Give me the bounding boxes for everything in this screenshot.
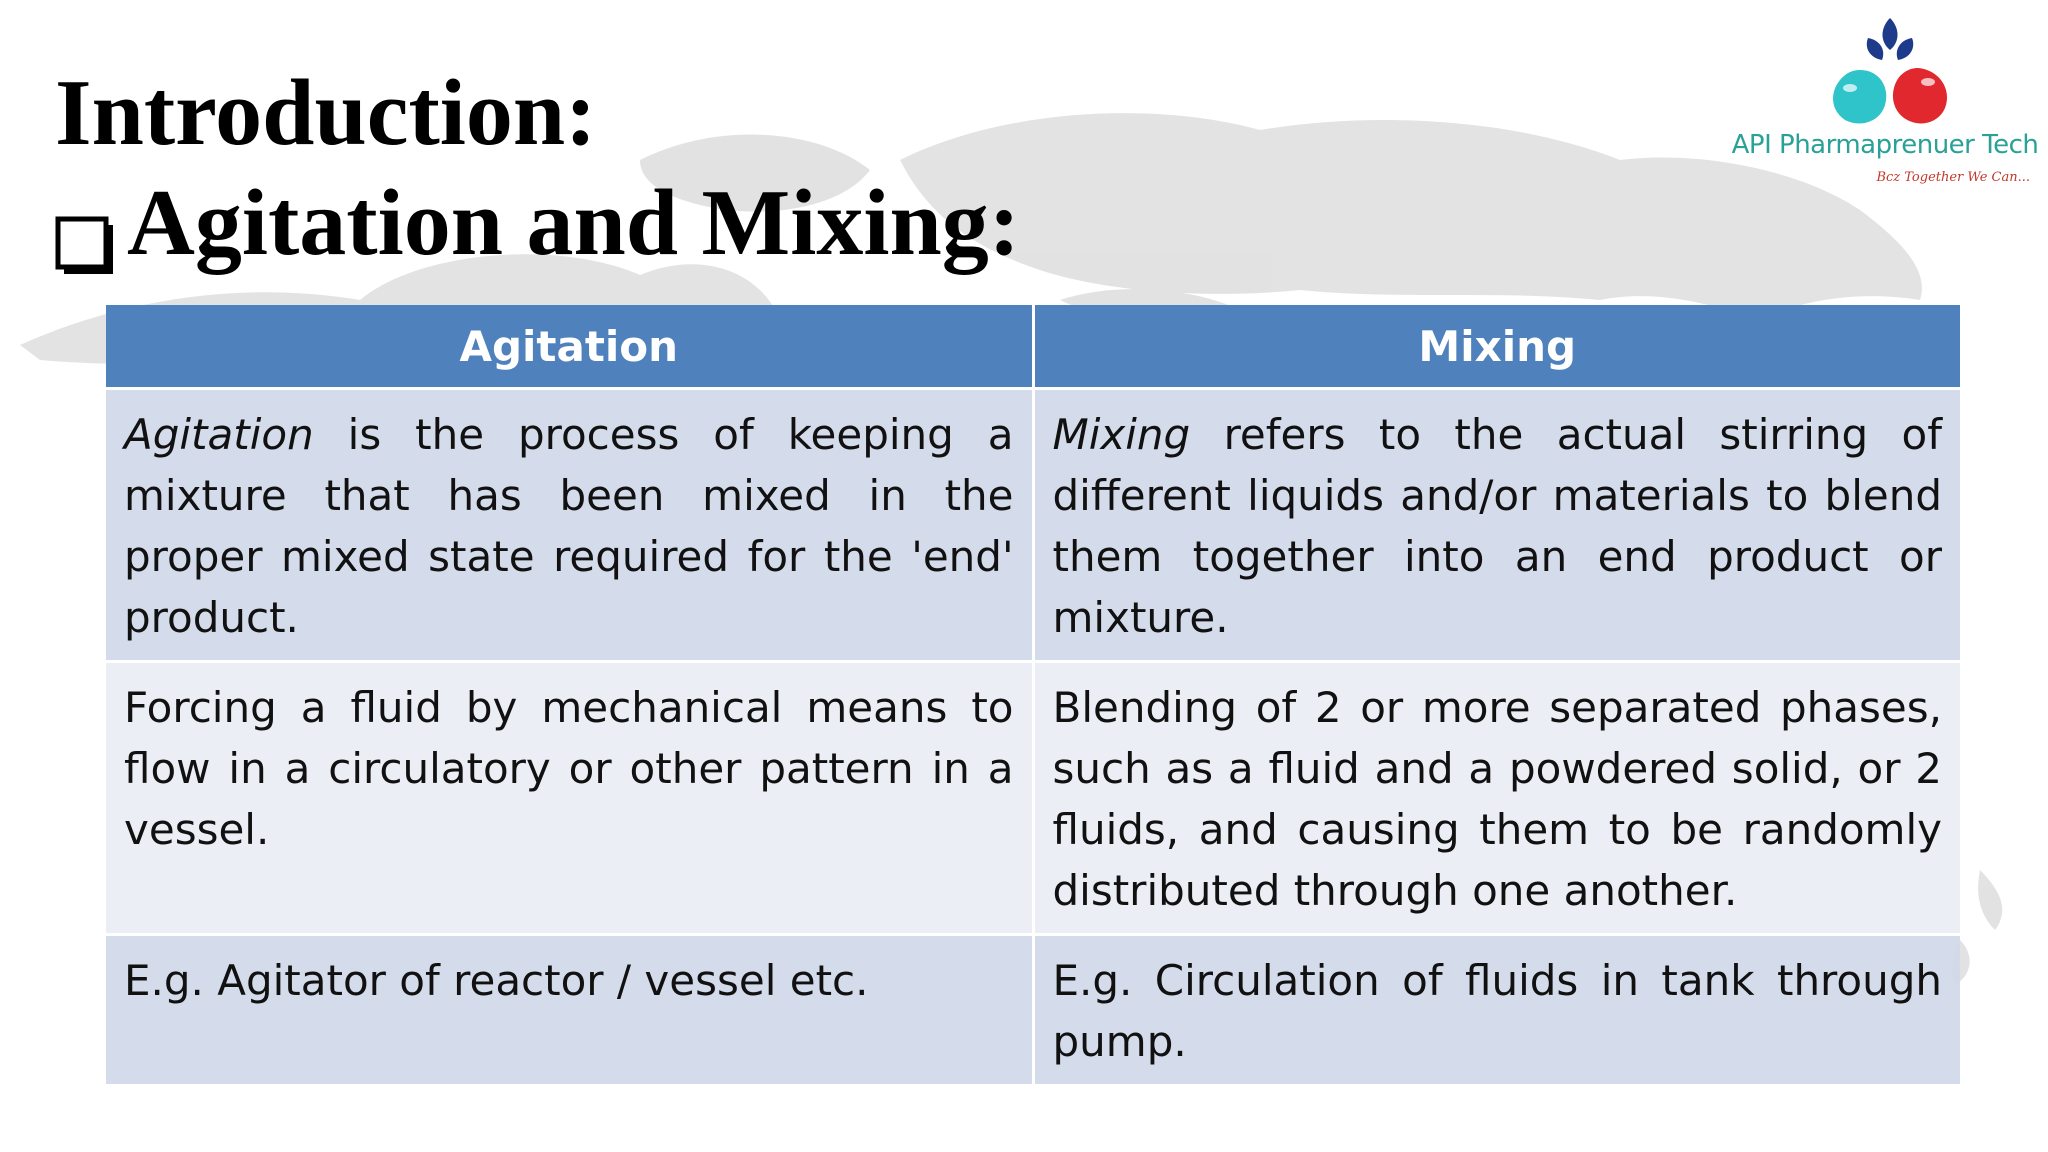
mixing-example-cell: E.g. Circulation of fluids in tank through pump.: [1035, 936, 1961, 1084]
mixing-definition-cell: [1035, 390, 1961, 660]
checkbox-bullet-icon: [55, 192, 117, 254]
comparison-table: [103, 302, 1963, 1087]
agitation-term: Agitation: [124, 410, 314, 459]
table-row: [106, 936, 1960, 1084]
header-agitation: Agitation: [106, 305, 1032, 387]
agitation-definition: is the process of keeping a mixture that has been mixed in the proper mixed state required for the 'end' product.: [124, 410, 1014, 642]
logo-drops-icon: [1730, 10, 2040, 135]
mixing-description-cell: Blending of 2 or more separated phases, such as a fluid and a powdered solid, or 2 fluids, and causing them to be randomly distributed through one another.: [1035, 663, 1961, 933]
agitation-description-cell: Forcing a fluid by mechanical means to flow in a circulatory or other pattern in a vessel.: [106, 663, 1032, 933]
table-row: [106, 390, 1960, 660]
mixing-term: Mixing: [1052, 410, 1191, 459]
agitation-example-cell: E.g. Agitator of reactor / vessel etc.: [106, 936, 1032, 1084]
mixing-definition: refers to the actual stirring of different liquids and/or materials to blend them together into an end product or mixture.: [1052, 410, 1942, 642]
header-mixing: Mixing: [1035, 305, 1961, 387]
table-row: [106, 663, 1960, 933]
table-header-row: [106, 305, 1960, 387]
company-logo: [1730, 10, 2040, 190]
slide-title: Introduction:: [55, 61, 597, 165]
logo-brand-name: API Pharmaprenuer Tech: [1731, 130, 2039, 160]
logo-tagline: Bcz Together We Can...: [1876, 170, 2030, 185]
agitation-definition-cell: [106, 390, 1032, 660]
slide-title-block: [55, 58, 1020, 278]
slide-subtitle: Agitation and Mixing:: [127, 171, 1021, 275]
slide-subtitle-row: [55, 168, 1020, 278]
